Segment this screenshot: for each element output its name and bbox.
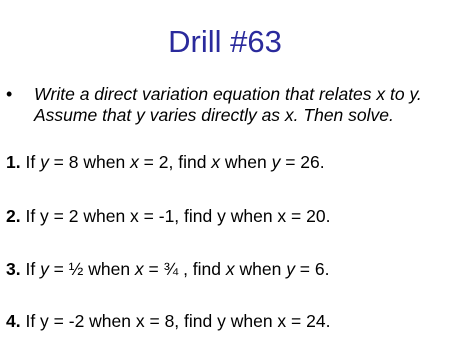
slide-title: Drill #63 — [168, 24, 282, 59]
problem-3: 3. If y = ½ when x = ¾ , find x when y = 6. — [6, 259, 330, 279]
problem-number: 1. — [6, 152, 21, 172]
problem-number: 2. — [6, 206, 21, 226]
problem-number: 4. — [6, 311, 21, 331]
bullet-icon: • — [6, 84, 13, 104]
problem-text: If y = 2 when x = -1, find y when x = 20. — [20, 206, 331, 226]
problem-text: If y = -2 when x = 8, find y when x = 24. — [20, 311, 331, 331]
problem-1: 1. If y = 8 when x = 2, find x when y = 26. — [6, 152, 325, 172]
problem-2 — [6, 205, 330, 227]
instruction-text: Write a direct variation equation that relates x to y. Assume that y varies directly as x. Then solve. — [34, 84, 422, 125]
problem-4 — [6, 310, 330, 332]
problem-number: 3. — [6, 259, 21, 279]
